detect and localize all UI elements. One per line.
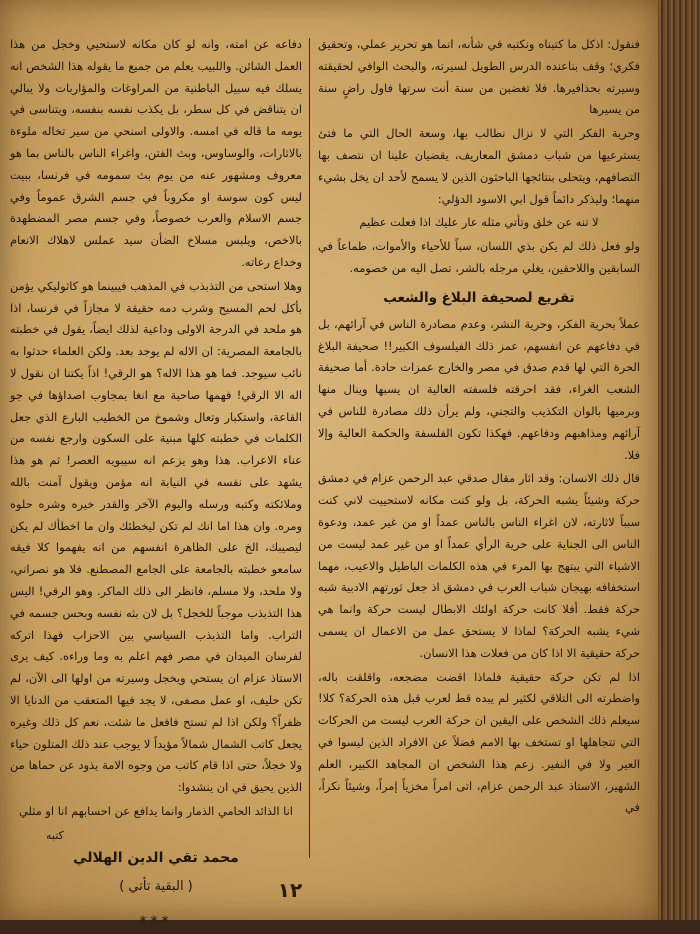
paragraph: عملاً بحرية الفكر، وحرية النشر، وعدم مصادرة الناس في آرائهم، بل في دفاعهم عن انفسهم، عمز ذلك الفيلسوف الكبير!! صحيفة البلاغ الحرة التي لها قدم صدق في مصر والخارج عمزات حادة. أما صحيفة الشعب الغراء، فقد احرقته فلسفته العالية ان يسبها وينال منها وبرميها بالوان التكذيب والتجني، ولم يرأن ذلك مصادرة للناس في آرائهم ومذاهبهم ودفاعهم. فهكذا تكون الفلسفة والحكمة العالية وإلا فلا. [318, 316, 640, 462]
right-column [318, 34, 640, 854]
author-name: محمد تقي الدين الهلالي [73, 850, 239, 867]
paragraph: فنقول: اذكل ما كتبناه ونكتبه في شأنه، انما هو تحرير عملي، وتحقيق فكري؛ وقف بناعنده الدرس الطويل لسيرته، والبحث الوافي لحقيقته وسيرته بحذافيرها. فلا تغضبن من سنة أنت سرتها فاول راضٍ سنة من يسيرها [318, 37, 640, 117]
paragraph: وهلا استحى من التذبذب في المذهب فيبينما هو كاثوليكي يؤمن بأكل لحم المسيح وشرب دمه حقيقة لا مجازاً في فرنسا، اذا هو ملحد في الدرجة الاولى وداعية لذلك ايضاً، يقول في خطبته بالجامعة المصرية: ان الاله لم يوجد بعد. ولكن العلماء حدثوا به نائب سيوجد. فما هو هذا الاله؟ هو الرقي! اذاً يكتنا ان نقول لا اله الا الرقي! فهمها صاحبة مع انغا بمجاوب اصداؤها في جو القاعة، واستكبار وتعال وشموخ من الخطيب البارع الذي جعل الكلمات في خطبته كلها مبنية على السكون وارجع نفسه من عناء الاعراب. هذا وهو يزعم انه سيبويه العصر! ثم هو هذا يشهد على نفسه في النيابة انه مؤمن ويقول آمنت بالله وملائكته وكتبه ورسله واليوم الآخر والقدر خيره وشره حلوه ومره. وان هذا اما انك لم تكن ليخطئك وان ما اخطأك لم يكن ليصيبك، الخ على الظاهرة انفسهم من انه يفهموا كلا فيقه سامعو خطبته بالجامعة على الجامع المصطنع. فلا هو نصراني، ولا ملحد، ولا مسلم، فانظر الى ذلك الماكر. وهو الرقي! اليس هذا التذبذب موجباً للخجل؟ بل لان بثه نفسه وبحس جسمه في التراب. واما التذبذب السياسي بين الاحزاب فهذا اتركه لفرسان الميدان في مصر فهم اعلم به وما وراءه. كيف يرى الاستاذ عزام ان يستحي ويخجل وسيرته من اولها الى الآن، لم تكن حليف، او عمل مصفى، لا يجد فيها المتعقب من الدنايا الا ظفراً؟ ولكن اذا لم تستح فافعل ما شئت، نعم كل ذلك وغيره يجعل كاتب الشمال شمالاً مؤيداً لا يوجب عند ذلك المتلون حياء ولا خجلاً، حتى اذا قام كاتب من وجوه الامة يذود عن حماها من الذين يحيق في ان ينشدوا: [10, 278, 302, 795]
page-number: ١٢ [277, 878, 303, 902]
book-page-edges [658, 0, 700, 920]
paragraph: اذا لم تكن حركة حقيقية فلماذا اقضت مضجعه، واقلقت باله، واضطرته الى التلاقي لكثير لم يبده قط لعرب قبل هذه الحركة؟ كلا! سيعلم ذلك الشخص على اليقين ان حركة العرب ليست من الحركات التي تتجاهلها او تستخف بها الامم فضلاً عن الافراد الذين ليسوا في العير ولا في النفير. زعم هذا الشخص ان المجاهد الكبير، العلم الشهير، الاستاذ عبد الرحمن عزام، اتى امراً مخزياً إمراً، وشيئاً نكراً، في [318, 669, 640, 815]
paragraph: وحرية الفكر التي لا نزال نطالب بها، وسعة الحال التي ما فتئ يسترعيها من شباب دمشق المعاريف، يقضيان علينا ان نتصف بها التصافهم، ويتحلى بنتائجها الباحثون الذين لا يسمح لأحد ان يخل بشيء منهما؛ وليذكر دائماً قول ابي الاسود الدؤلي: [318, 126, 640, 206]
verse-line: انا الذائد الحامي الذمار وانما يدافع عن احسابهم انا او مثلي [19, 803, 293, 818]
column-divider [309, 38, 310, 858]
paragraph: قال ذلك الانسان: وقد اثار مقال صدقي عبد الرحمن عزام في دمشق حركة وشيئاً يشبه الحركة، بل ولو كنت مكانه لاستحييت لاني كنت سبباً لاثارته، لان اغراء الناس بالناس عمداً او من غير عمد، ودعوة الناس الى الجناية على حرية الرأي عمداً او من غير عمد ليست من الاشياء التي يبتهج بها المرء في هذه الكلمات الباطيل والاعيب، مهما استخفافه بهيجان شباب العرب في دمشق اذ جعل ثورتهم الادبية شبه حركة فقط. أفلا كانت حركة اولئك الابطال ليست حركة وانما هي شيء يشبه الحركة؟ لماذا لا يستحق عمل من الاعمال ان يسمى حركة حقيقية الا اذا كان من فعلات هذا الانسان. [318, 471, 640, 660]
article-title: تقريع لصحيفة البلاغ والشعب [383, 289, 575, 306]
section-separator: *** [139, 914, 173, 931]
verse-line: لا تنه عن خلق وتأتي مثله عار عليك اذا فعلت عظيم [359, 215, 599, 230]
to-be-continued: ( البقية تأتي ) [119, 879, 193, 895]
signature-label: كتبه [46, 828, 64, 842]
paragraph: دفاعه عن امته، وانه لو كان مكانه لاستحيي وخجل من هذا العمل الشائن. واللبيب يعلم من جميع ما يقوله هذا الشخص انه يسلك فيه سبيل الباطنية من المراوغات والمؤاربات ولا يبالي ان يتناقض في كل سطر، بل يكذب نفسه بنفسه، ويتناسى في يومه ما قاله في امسه. والاولى اسنحي من سير تخاله ملوءة بالاثارات، والوساوس، وبث الفتن، واغراء الناس بالناس بما هو معروف ومشهور عنه من يوم بث سمومه في فرنسا، ببيت ليس كون سوسة او مكروباً في جسم الشرق عموماً وفي جسم الاسلام والعرب خصوصاً، وفي جسم مصر المضطهدة بالاخص، ويلبس مسلاخ الضأن سيد عملس لاهلاك الانعام وخداع رعاته. [10, 37, 302, 269]
paragraph: ولو فعل ذلك لم يكن بذي اللسان، سباً للأحياء والأموات، طماعاً في السابقين واللاحقين، يغلي مرجله بالشر، تصل اليه من خصومه. [318, 239, 640, 275]
